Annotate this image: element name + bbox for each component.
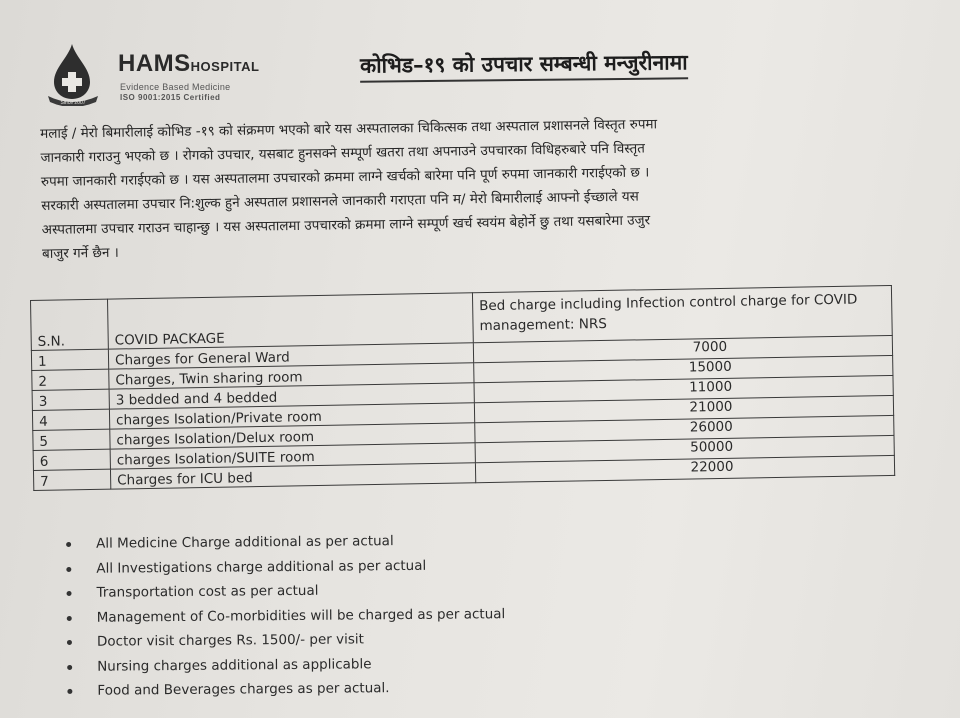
covid-package-table bbox=[30, 285, 895, 491]
bullet-icon bbox=[67, 640, 72, 645]
header-package: COVID PACKAGE bbox=[107, 293, 473, 349]
row-package: Charges for General Ward bbox=[108, 343, 473, 369]
row-charge: 22000 bbox=[475, 455, 894, 482]
bullet-icon bbox=[67, 615, 72, 620]
hospital-name bbox=[118, 50, 259, 78]
document-title: कोभिड–१९ को उपचार सम्बन्धी मन्जुरीनामा bbox=[360, 48, 688, 82]
row-sn: 7 bbox=[33, 469, 110, 490]
hospital-certification: ISO 9001:2015 Certified bbox=[120, 93, 221, 102]
row-package: Charges, Twin sharing room bbox=[109, 363, 474, 389]
note-text: Transportation cost as per actual bbox=[96, 582, 319, 601]
notes-list bbox=[62, 528, 506, 703]
bullet-icon bbox=[67, 591, 72, 596]
row-sn: 1 bbox=[31, 349, 108, 370]
row-package: charges Isolation/SUITE room bbox=[110, 443, 475, 469]
consent-line: जानकारी गराउनु भएको छ । रोगको उपचार, यसबाट हुनसक्ने सम्पूर्ण खतरा तथा अपनाउने उपचारका विधिहरुबारे पनि विस्तृत bbox=[40, 140, 646, 166]
row-package: 3 bedded and 4 bedded bbox=[109, 383, 474, 409]
header-charge bbox=[472, 285, 892, 342]
bullet-icon bbox=[66, 542, 71, 547]
row-sn: 5 bbox=[33, 429, 110, 450]
consent-line: अस्पतालमा उपचार गराउन चाहान्छु । यस अस्पतालमा उपचारको क्रममा लाग्ने सम्पूर्ण खर्च स्वयंम बेहोर्ने छु तथा यसबारेमा उजुर bbox=[41, 212, 651, 238]
logo-ribbon-text: Since 2007 bbox=[60, 100, 86, 106]
note-text: All Investigations charge additional as per actual bbox=[96, 557, 427, 577]
bullet-icon bbox=[67, 664, 72, 669]
row-package: Charges for ICU bed bbox=[110, 463, 475, 489]
row-sn: 2 bbox=[32, 369, 109, 390]
row-charge: 26000 bbox=[475, 415, 894, 442]
row-charge: 7000 bbox=[473, 335, 892, 362]
consent-line: मलाई / मेरो बिमारीलाई कोभिड -१९ को संक्रमण भएको बारे यस अस्पतालका चिकित्सक तथा अस्पताल प्रशासनले विस्तृत रुपमा bbox=[40, 116, 658, 142]
hospital-name-suffix: HOSPITAL bbox=[190, 59, 260, 74]
row-sn: 4 bbox=[32, 409, 109, 430]
hospital-logo bbox=[46, 40, 276, 112]
row-package: charges Isolation/Delux room bbox=[110, 423, 475, 449]
list-item bbox=[63, 675, 506, 703]
bullet-icon bbox=[66, 566, 71, 571]
row-sn: 3 bbox=[32, 389, 109, 410]
note-text: All Medicine Charge additional as per actual bbox=[96, 533, 394, 552]
row-charge: 50000 bbox=[475, 435, 894, 462]
header-sn: S.N. bbox=[31, 299, 109, 350]
row-package: charges Isolation/Private room bbox=[109, 403, 474, 429]
note-text: Management of Co-morbidities will be charged as per actual bbox=[96, 605, 506, 626]
row-charge: 21000 bbox=[474, 395, 893, 422]
hospital-name-main: HAMS bbox=[118, 50, 191, 77]
consent-paragraph bbox=[40, 108, 902, 265]
consent-line: रुपमा जानकारी गराईएको छ । यस अस्पतालमा उपचारको क्रममा लाग्ने खर्चको बारेमा पनि पूर्ण रुपमा जानकारी गराईएको छ । bbox=[40, 164, 650, 190]
row-sn: 6 bbox=[33, 449, 110, 470]
row-charge: 15000 bbox=[474, 355, 893, 382]
header-charge-line2: management: NRS bbox=[479, 315, 607, 335]
note-text: Doctor visit charges Rs. 1500/- per visit bbox=[96, 631, 364, 650]
consent-line: सरकारी अस्पतालमा उपचार नि:शुल्क हुने अस्पताल प्रशासनले जानकारी गराएता पनि म/ मेरो बिमारीलाई आफ्नो ईच्छाले यस bbox=[41, 188, 639, 214]
header-charge-line1: Bed charge including Infection control charge for COVID bbox=[479, 291, 858, 315]
bullet-icon bbox=[67, 689, 72, 694]
note-text: Nursing charges additional as applicable bbox=[97, 655, 372, 675]
row-charge: 11000 bbox=[474, 375, 893, 402]
consent-line: बाजुर गर्ने छैन । bbox=[41, 244, 119, 262]
note-text: Food and Beverages charges as per actual. bbox=[97, 680, 390, 699]
hospital-tagline: Evidence Based Medicine bbox=[120, 82, 231, 92]
hospital-drop-cross-icon bbox=[46, 42, 108, 106]
